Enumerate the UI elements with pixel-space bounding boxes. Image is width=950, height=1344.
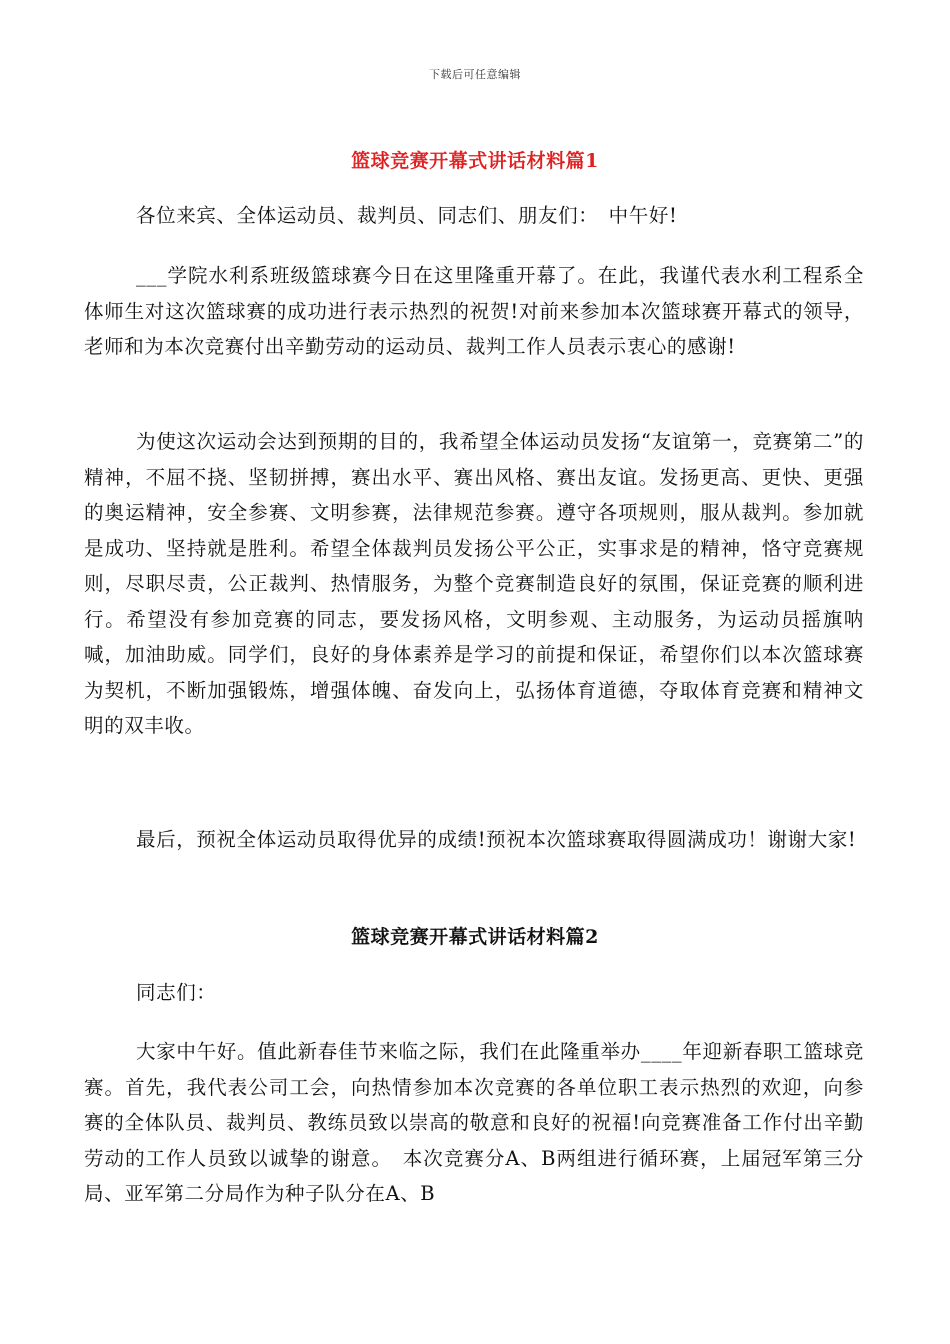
section2-welcome-paragraph: 大家中午好。值此新春佳节来临之际，我们在此隆重举办____年迎新春职工篮球竞赛。首先，我代表公司工会，向热情参加本次竞赛的各单位职工表示热烈的欢迎，向参赛的全体队员、裁判员、教练员致以崇高的敬意和良好的祝福!向竞赛准备工作付出辛勤劳动的工作人员致以诚挚的谢意。 本次竞赛分A、B两组进行循环赛，上届冠军第三分局、亚军第二分局作为种子队分在A、B (84, 1040, 864, 1205)
section1-hope-paragraph: 为使这次运动会达到预期的目的，我希望全体运动员发扬“友谊第一，竞赛第二”的精神，不屈不挠、坚韧拼搏，赛出水平、赛出风格、赛出友谊。发扬更高、更快、更强的奥运精神，安全参赛、文明参赛，法律规范参赛。遵守各项规则，服从裁判。参加就是成功、坚持就是胜利。希望全体裁判员发扬公平公正，实事求是的精神，恪守竞赛规则，尽职尽责，公正裁判、热情服务，为整个竞赛制造良好的氛围，保证竞赛的顺利进行。希望没有参加竞赛的同志，要发扬风格，文明参观、主动服务，为运动员摇旗呐喊，加油助威。同学们，良好的身体素养是学习的前提和保证，希望你们以本次篮球赛为契机，不断加强锻炼，增强体魄、奋发向上，弘扬体育道德，夺取体育竞赛和精神文明的双丰收。 (84, 430, 864, 737)
section2-salutation-paragraph: 同志们： (136, 981, 217, 1004)
section1-intro-paragraph: ___学院水利系班级篮球赛今日在这里隆重开幕了。在此，我谨代表水利工程系全体师生对这次篮球赛的成功进行表示热烈的祝贺!对前来参加本次篮球赛开幕式的领导，老师和为本次竞赛付出辛勤劳动的运动员、裁判工作人员表示衷心的感谢! (84, 264, 864, 358)
section1-closing-paragraph: 最后，预祝全体运动员取得优异的成绩!预祝本次篮球赛取得圆满成功！谢谢大家! (136, 828, 857, 851)
section1-title: 篮球竞赛开幕式讲话材料篇1 (351, 150, 599, 172)
section1-greeting-paragraph: 各位来宾、全体运动员、裁判员、同志们、朋友们： 中午好! (136, 204, 678, 227)
section2-title: 篮球竞赛开幕式讲话材料篇2 (351, 926, 599, 948)
header-note: 下载后可任意编辑 (429, 68, 521, 81)
